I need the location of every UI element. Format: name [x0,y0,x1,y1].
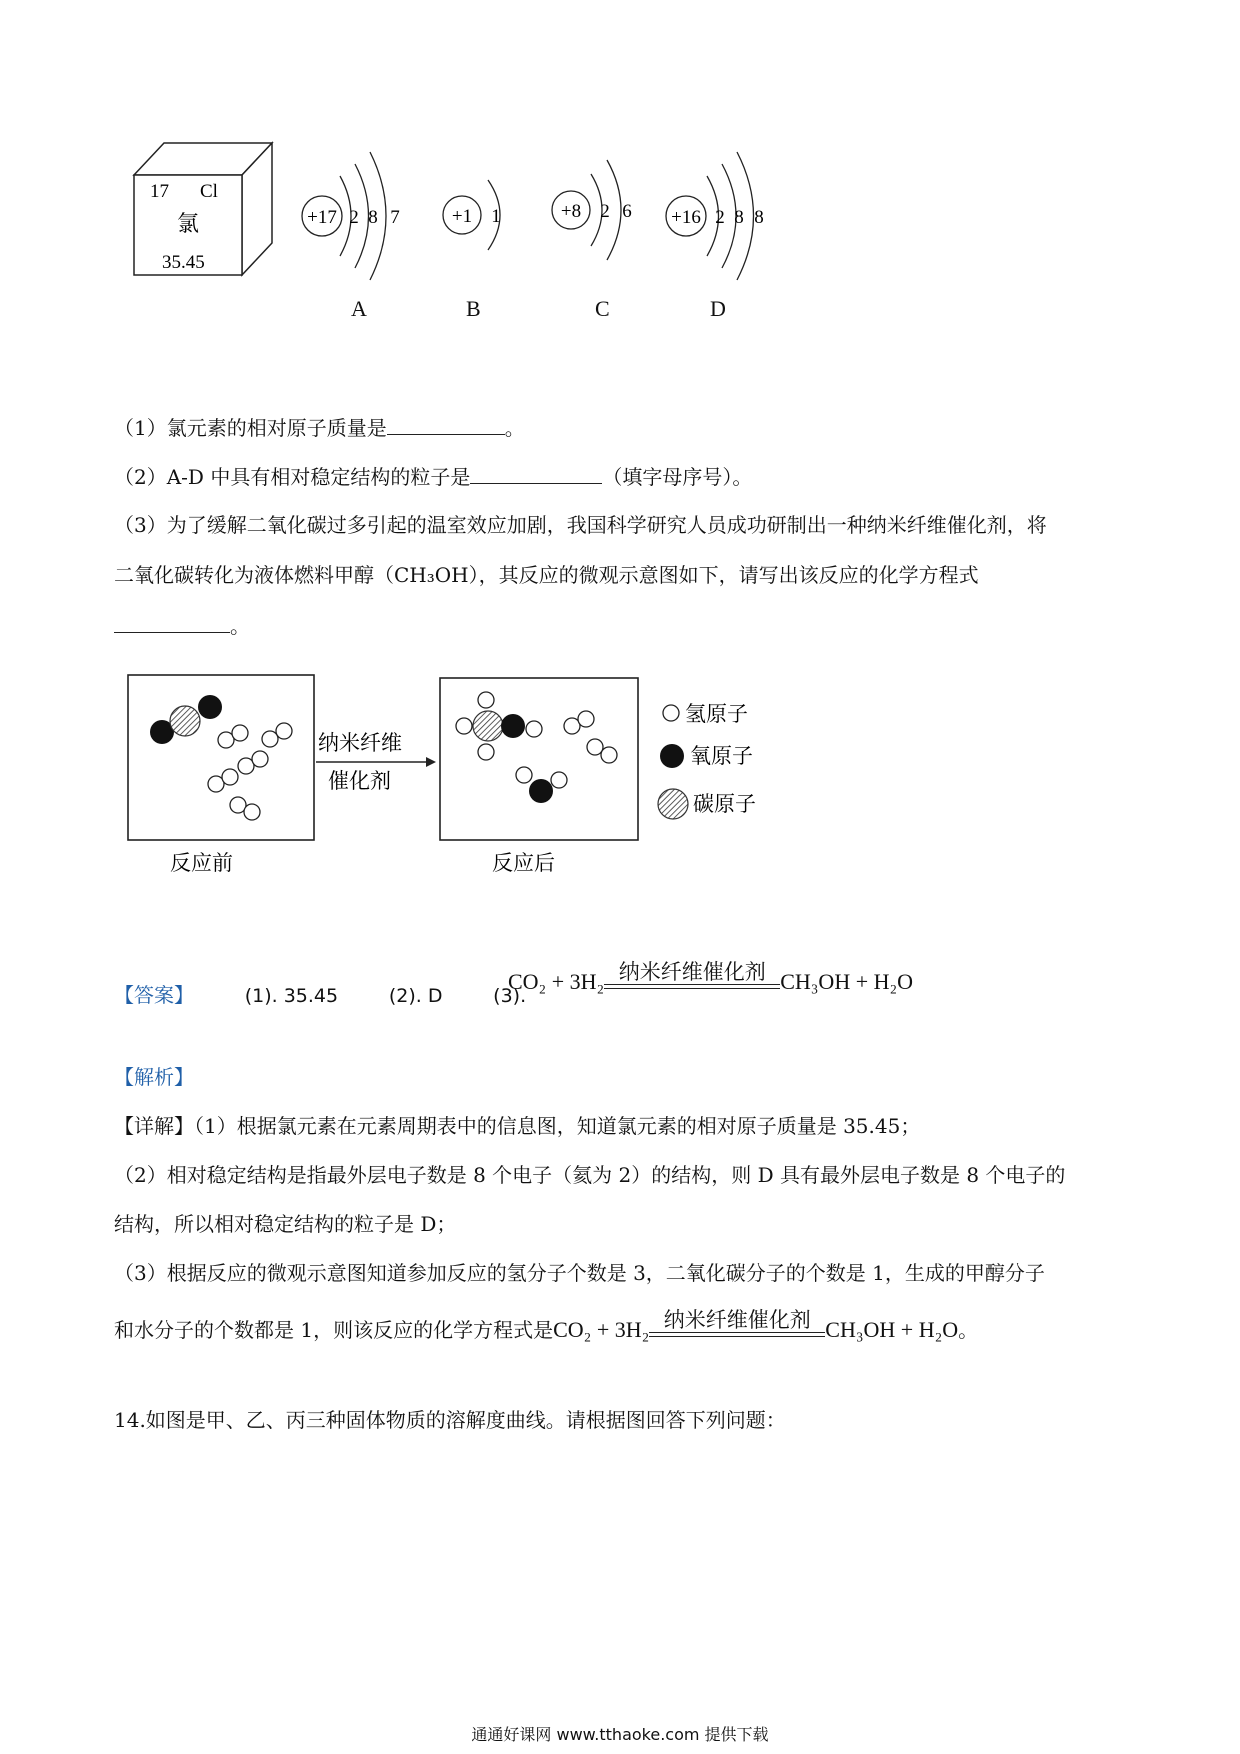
after-label: 反应后 [492,851,555,875]
detail-tag: 【详解】 [114,1114,194,1138]
answer-equation [508,960,913,997]
legend-hydrogen-label: 氢原子 [685,702,748,726]
before-label: 反应前 [170,851,233,875]
legend-oxygen-label: 氧原子 [690,744,753,768]
shell-electrons: 8 [368,207,378,228]
oxygen-atom [501,714,525,738]
analysis-p3-line-1: （3）根据反应的微观示意图知道参加反应的氢分子个数是 3，二氧化碳分子的个数是 1，生成的甲醇分子 [114,1261,1045,1285]
equation-reactants: CO₂ + 3H₂ [508,969,605,994]
answer-blank-3[interactable] [114,612,230,633]
carbon-atom [473,711,503,741]
atom-d-label: D [710,296,726,321]
atom-d-diagram [660,140,785,290]
answer-2: (2). D [388,985,443,1007]
nucleus-charge: +16 [671,207,701,228]
analysis-p3-line-2: 和水分子的个数都是 1，则该反应的化学方程式是CO₂ + 3H₂ 纳米纤维催化剂 CH₃OH + H₂O。 [114,1308,978,1345]
element-name: 氯 [177,212,200,237]
shell-electrons: 2 [349,207,359,228]
atom-c-label: C [595,296,610,321]
analysis-p2-line-1: （2）相对稳定结构是指最外层电子数是 8 个电子（氦为 2）的结构，则 D 具有最外层电子数是 8 个电子的 [114,1163,1066,1187]
answer-1: (1). 35.45 [244,985,339,1007]
analysis-detail-line [114,1113,920,1139]
equation-condition: 纳米纤维催化剂 [649,1308,825,1345]
equation-condition: 纳米纤维催化剂 [604,960,780,997]
atom-a-diagram [292,140,417,290]
question-1: （1）氯元素的相对原子质量是 。 [114,416,525,440]
shell-electrons: 8 [734,207,744,228]
analysis-p1: （1）根据氯元素在元素周期表中的信息图，知道氯元素的相对原子质量是 35.45； [194,1114,921,1138]
answer-3-label: (3). [493,985,527,1007]
equation-products: CH₃OH + H₂O [825,1317,959,1342]
catalyst-label-2: 催化剂 [328,769,391,793]
legend-hydrogen-swatch [663,705,679,721]
oxygen-atom [198,695,222,719]
shell-electrons: 2 [715,207,725,228]
element-number: 17 [150,181,169,202]
analysis-p2-line-2: 结构，所以相对稳定结构的粒子是 D； [114,1212,457,1236]
element-mass: 35.45 [162,252,205,273]
shell-electrons: 8 [754,207,764,228]
nucleus-charge: +1 [451,206,473,227]
answer-line [114,980,526,1011]
answer-blank-2[interactable] [470,463,602,484]
nucleus-charge: +8 [560,201,582,222]
shell-electrons: 6 [622,201,632,222]
answer-blank-1[interactable] [387,414,505,435]
nucleus-charge: +17 [307,207,337,228]
equation-products: CH₃OH + H₂O [780,969,914,994]
question-1-text: （1）氯元素的相对原子质量是 [114,416,387,440]
element-card [130,135,280,285]
shell-electrons: 1 [491,206,501,227]
atom-c-diagram [545,150,655,275]
question-3-line-2: 二氧化碳转化为液体燃料甲醇（CH₃OH），其反应的微观示意图如下，请写出该反应的化学方程式 [114,563,979,587]
oxygen-atom [529,779,553,803]
element-symbol: Cl [200,181,218,202]
catalyst-label-1: 纳米纤维 [318,731,402,755]
atom-a-label: A [351,296,367,321]
carbon-atom [170,706,200,736]
before-box [128,675,314,840]
question-2: （2）A-D 中具有相对稳定结构的粒子是 （填字母序号）。 [114,465,753,489]
analysis-p3-text: 和水分子的个数都是 1，则该反应的化学方程式是 [114,1318,554,1342]
question-2-text: （2）A-D 中具有相对稳定结构的粒子是 [114,465,471,489]
footer-watermark: 通通好课网 www.tthaoke.com 提供下载 [471,1725,769,1744]
shell-electrons: 2 [600,201,610,222]
analysis-tag: 【解析】 [114,1065,194,1089]
reaction-diagram [120,670,800,890]
question-3-line-3: 。 [114,612,250,639]
shell-electrons: 7 [390,207,400,228]
answer-tag: 【答案】 [114,983,194,1007]
legend-carbon-swatch [658,789,688,819]
atom-b-label: B [466,296,481,321]
atom-b-diagram [430,160,520,270]
legend-oxygen-swatch [660,744,684,768]
legend-carbon-label: 碳原子 [693,792,756,816]
equation-reactants: CO₂ + 3H₂ [553,1317,650,1342]
question-3-line-1: （3）为了缓解二氧化碳过多引起的温室效应加剧，我国科学研究人员成功研制出一种纳米纤维催化剂，将 [114,513,1047,537]
question-14: 14.如图是甲、乙、丙三种固体物质的溶解度曲线。请根据图回答下列问题： [114,1408,786,1432]
